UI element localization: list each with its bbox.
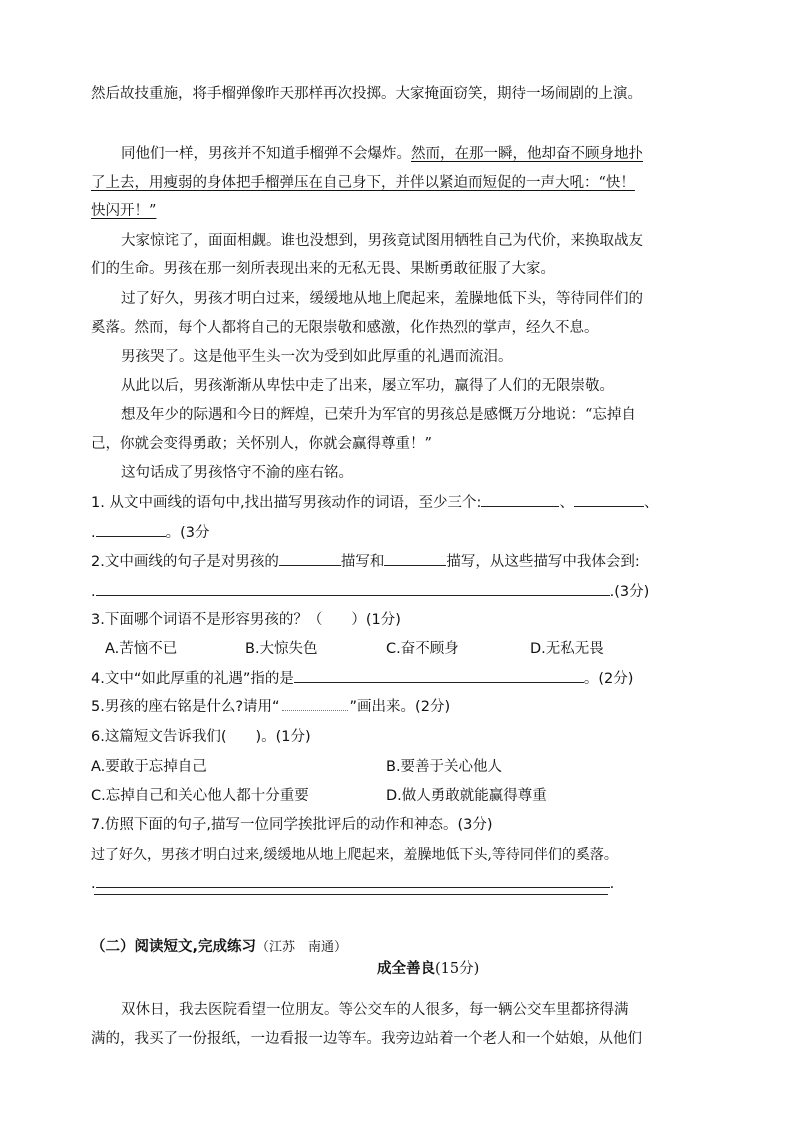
question-text: 描写，从这些描写中我体会到: bbox=[446, 554, 640, 570]
answer-blank[interactable] bbox=[481, 492, 559, 507]
question-1 bbox=[91, 492, 658, 513]
passage-line: 满的，我买了一份报纸，一边看报一边等车。我旁边站着一个老人和一个姑娘，从他们 bbox=[91, 1031, 642, 1047]
passage-line: 们的生命。男孩在那一刻所表现出来的无私无畏、果断勇敢征服了大家。 bbox=[91, 261, 555, 277]
passage-line: 从此以后，男孩渐渐从卑怯中走了出来，屡立军功，赢得了人们的无限崇敬。 bbox=[121, 378, 614, 394]
question-3-option-b[interactable]: B.大惊失色 bbox=[245, 641, 318, 657]
question-text: .(3分) bbox=[609, 584, 650, 600]
article-title-text: 成全善良 bbox=[377, 961, 435, 977]
blank-prefix: . bbox=[91, 525, 96, 541]
passage-line bbox=[121, 144, 643, 164]
question-text: 4.文中“如此厚重的礼遇”指的是 bbox=[91, 671, 294, 687]
passage-line: 想及年少的际遇和今日的辉煌，已荣升为军官的男孩总是感慨万分地说：“忘掉自 bbox=[121, 407, 636, 423]
question-2 bbox=[91, 551, 640, 572]
section-2-heading bbox=[91, 937, 347, 958]
question-3-option-a[interactable]: A.苦恼不已 bbox=[105, 641, 178, 657]
answer-blank[interactable] bbox=[96, 522, 166, 537]
question-5 bbox=[91, 697, 450, 717]
blank-prefix: . bbox=[91, 584, 96, 600]
blank-prefix: . bbox=[91, 876, 96, 892]
question-6-option-c[interactable]: C.忘掉自己和关心他人都十分重要 bbox=[91, 788, 309, 804]
question-text: 1. 从文中画线的语句中,找出描写男孩动作的词语，至少三个: bbox=[91, 495, 482, 511]
question-1-cont bbox=[91, 522, 210, 543]
question-text: 。(2分) bbox=[583, 671, 634, 687]
passage-line: 大家惊诧了，面面相觑。谁也没想到，男孩竟试图用牺牲自己为代价，来换取战友 bbox=[121, 233, 643, 249]
answer-line[interactable] bbox=[94, 894, 608, 895]
question-text: 。(3分 bbox=[165, 525, 210, 541]
answer-blank[interactable] bbox=[384, 551, 446, 566]
passage-line: 这句话成了男孩恪守不渝的座右铭。 bbox=[121, 465, 353, 481]
question-3-option-d[interactable]: D.无私无畏 bbox=[530, 641, 604, 657]
section-source: （江苏 南通） bbox=[256, 940, 348, 955]
article-score: (15分) bbox=[435, 961, 480, 977]
wavy-underline-mark bbox=[282, 698, 348, 711]
question-2-cont bbox=[91, 581, 649, 602]
passage-line: 己，你就会变得勇敢；关怀别人，你就会赢得尊重！” bbox=[91, 436, 432, 452]
passage-line: 男孩哭了。这是他平生头一次为受到如此厚重的礼遇而流泪。 bbox=[121, 349, 513, 365]
underlined-sentence: 了上去，用瘦弱的身体把手榴弹压在自己身下，并伴以紧迫而短促的一声大吼：“快！ bbox=[91, 175, 635, 191]
question-3-option-c[interactable]: C.奋不顾身 bbox=[386, 641, 459, 657]
question-6: 6.这篇短文告诉我们( )。(1分) bbox=[91, 729, 311, 745]
question-6-option-d[interactable]: D.做人勇敢就能赢得尊重 bbox=[386, 788, 547, 804]
answer-blank[interactable] bbox=[279, 551, 341, 566]
blank-suffix: . bbox=[609, 876, 615, 892]
question-text: 描写和 bbox=[340, 554, 385, 570]
question-6-option-a[interactable]: A.要敢于忘掉自己 bbox=[91, 759, 207, 775]
section-title: （二）阅读短文,完成练习 bbox=[91, 939, 257, 955]
underlined-sentence: 然而，在那一瞬，他却奋不顾身地扑 bbox=[411, 146, 643, 162]
question-6-option-b[interactable]: B.要善于关心他人 bbox=[386, 759, 503, 775]
question-7: 7.仿照下面的句子,描写一位同学挨批评后的动作和神态。(3分) bbox=[91, 817, 493, 833]
separator: 、 bbox=[643, 495, 659, 511]
question-7-answer-line bbox=[91, 873, 614, 894]
passage-line: 过了好久，男孩才明白过来，缓缓地从地上爬起来，羞臊地低下头，等待同伴们的 bbox=[121, 291, 643, 307]
answer-line[interactable] bbox=[294, 668, 584, 683]
answer-line[interactable] bbox=[96, 873, 610, 888]
question-3: 3.下面哪个词语不是形容男孩的？（ ）(1分) bbox=[91, 612, 401, 628]
question-text: 5.男孩的座右铭是什么?请用“ bbox=[91, 699, 280, 715]
answer-blank[interactable] bbox=[574, 492, 644, 507]
answer-line[interactable] bbox=[96, 581, 610, 596]
question-7-example: 过了好久，男孩才明白过来,缓缓地从地上爬起来，羞臊地低下头,等待同伴们的奚落。 bbox=[91, 847, 618, 863]
question-4 bbox=[91, 668, 633, 689]
article-title bbox=[377, 959, 479, 979]
passage-line: 然后故技重施，将手榴弹像昨天那样再次投掷。大家掩面窃笑，期待一场闹剧的上演。 bbox=[91, 86, 642, 102]
question-text: 2.文中画线的句子是对男孩的 bbox=[91, 554, 279, 570]
question-text: ”画出来。(2分) bbox=[349, 699, 451, 715]
underlined-sentence: 快闪开！” bbox=[91, 203, 157, 219]
passage-line: 双休日，我去医院看望一位朋友。等公交车的人很多，每一辆公交车里都挤得满 bbox=[121, 1002, 629, 1018]
separator: 、 bbox=[559, 495, 574, 511]
passage-text: 同他们一样，男孩并不知道手榴弹不会爆炸。 bbox=[121, 146, 411, 162]
passage-line: 奚落。然而，每个人都将自己的无限崇敬和感激，化作热烈的掌声，经久不息。 bbox=[91, 320, 599, 336]
